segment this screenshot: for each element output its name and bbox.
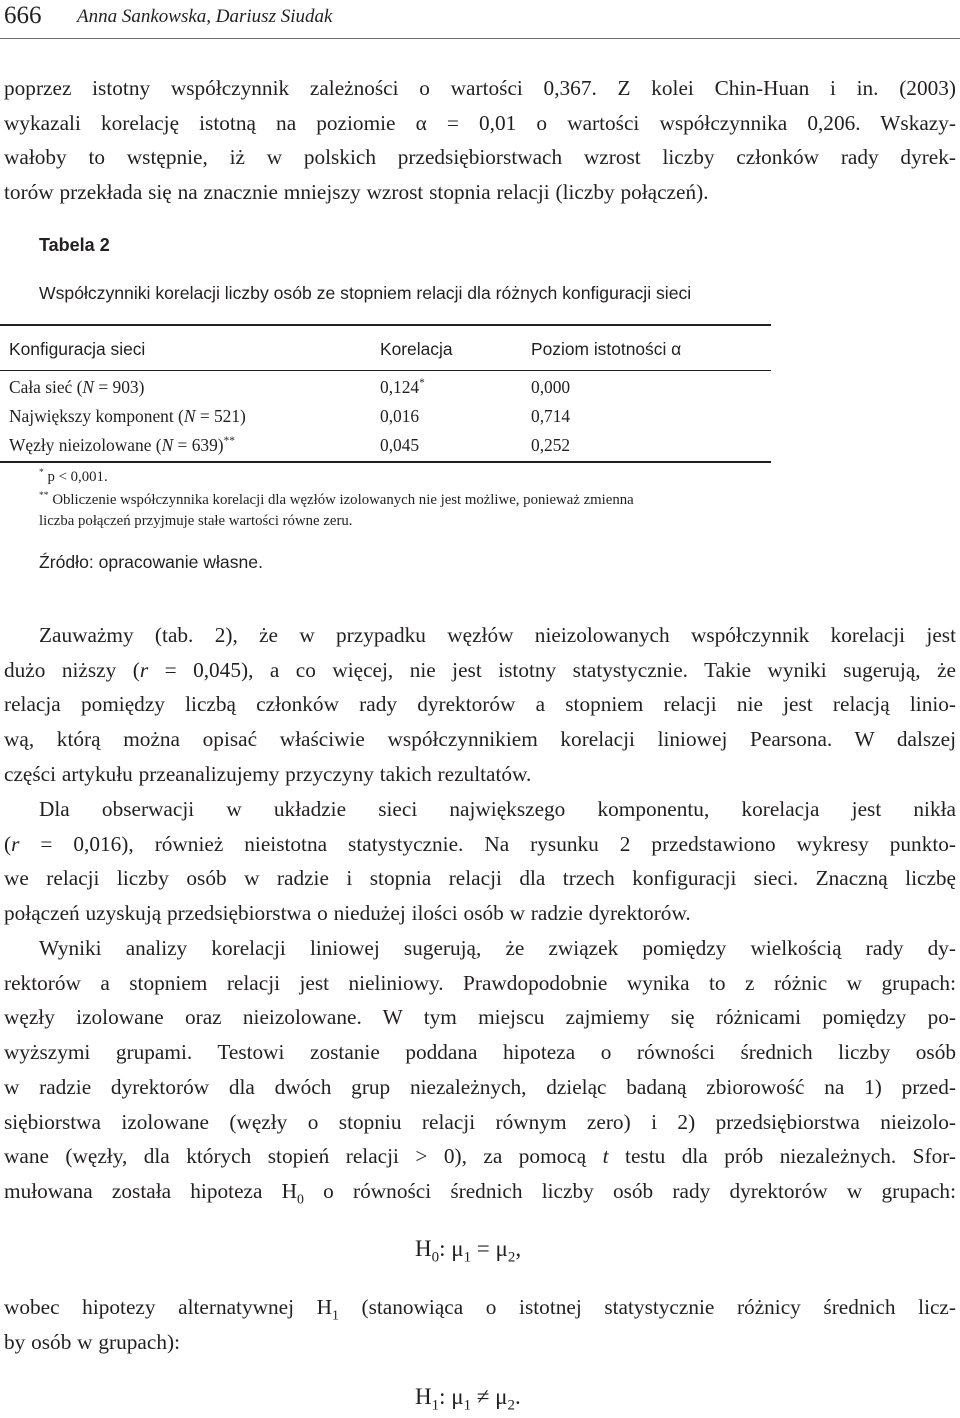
text-line: wobec hipotezy alternatywnej $H_1$ (stanowiąca o istotnej statystycznie różnicy średnich licz- (4, 1295, 956, 1323)
null-hypothesis-formula: $H_0$: $\mu_1 = \mu_2$, (415, 1236, 522, 1266)
text-line: Zauważmy (tab. 2), że w przypadku węzłów nieizolowanych współczynnik korelacji jest (39, 623, 956, 647)
table-footnote-2: ** Obliczenie współczynnika korelacji dla węzłów izolowanych nie jest możliwe, ponieważ zmienna (39, 490, 634, 508)
table-caption: Współczynniki korelacji liczby osób ze stopniem relacji dla różnych konfiguracji sieci (39, 283, 692, 303)
table-bottom-rule (0, 461, 771, 463)
text-line: Wyniki analizy korelacji liniowej sugerują, że związek pomiędzy wielkością rady dy- (39, 936, 956, 960)
text-line: części artykułu przeanalizujemy przyczyny takich rezultatów. (4, 761, 532, 786)
column-header-significance: Poziom istotności α (531, 339, 682, 359)
table-label: Tabela 2 (39, 235, 110, 255)
text-line: wałoby to wstępnie, iż w polskich przedsiębiorstwach wzrost liczby członków rady dyrek- (4, 145, 956, 170)
table-row-3-name: Węzły nieizolowane (N = 639)** (9, 435, 235, 455)
text-line: rektorów a stopniem relacji jest nieliniowy. Prawdopodobnie wynika to z różnic w grupach: (4, 970, 956, 995)
text-line: wą, którą można opisać właściwie współczynnikiem korelacji liniowej Pearsona. W dalszej (4, 727, 956, 752)
text-line: by osób w grupach): (4, 1329, 180, 1354)
text-line: (r = 0,016), również nieistotna statystycznie. Na rysunku 2 przedstawiono wykresy punkto- (4, 831, 956, 856)
running-head: Anna Sankowska, Dariusz Siudak (77, 6, 333, 27)
table-footnote-2-cont: liczba połączeń przyjmuje stałe wartości równe zeru. (39, 513, 353, 529)
table-row-3-significance: 0,252 (531, 435, 571, 455)
header-rule (0, 38, 960, 39)
table-header-rule (0, 370, 771, 371)
table-row-3-correlation: 0,045 (380, 435, 420, 455)
table-footnote-1: * p < 0,001. (39, 467, 108, 485)
table-row-1-name: Cała sieć (N = 903) (9, 377, 145, 397)
text-line: w radzie dyrektorów dla dwóch grup niezależnych, dzieląc badaną zbiorowość na 1) przed- (4, 1074, 956, 1099)
text-line: Dla obserwacji w układzie sieci największego komponentu, korelacja jest nikła (39, 797, 956, 821)
text-line: siębiorstwa izolowane (węzły o stopniu relacji równym zero) i 2) przedsiębiorstwa nieizolo- (4, 1109, 956, 1134)
table-row-2-significance: 0,714 (531, 406, 571, 426)
paragraph-2 (4, 792, 956, 931)
table-row-1-correlation: 0,124* (380, 377, 425, 397)
text-line: poprzez istotny współczynnik zależności o wartości 0,367. Z kolei Chin-Huan i in. (2003) (4, 76, 956, 100)
intro-paragraph (4, 71, 956, 210)
table-top-rule (0, 324, 771, 326)
text-line: we relacji liczby osób w radzie i stopnia relacji dla trzech konfiguracji sieci. Znaczną liczbę (4, 866, 956, 891)
text-line: torów przekłada się na znacznie mniejszy wzrost stopnia relacji (liczby połączeń). (4, 180, 709, 205)
column-header-correlation: Korelacja (380, 339, 453, 359)
text-line: mułowana została hipoteza $H_0$ o równości średnich liczby osób rady dyrektorów w grupach: (4, 1178, 956, 1207)
paragraph-3 (4, 931, 956, 1209)
alternative-hypothesis-formula: $H_1$: $\mu_1 \ne \mu_2$. (415, 1384, 521, 1414)
page-header (0, 0, 960, 40)
text-line: połączeń uzyskują przedsiębiorstwa o niedużej ilości osób w radzie dyrektorów. (4, 901, 691, 926)
table-row-2-correlation: 0,016 (380, 406, 420, 426)
table-source: Źródło: opracowanie własne. (39, 552, 263, 572)
table-row-1-significance: 0,000 (531, 377, 571, 397)
table-row-2-name: Największy komponent (N = 521) (9, 406, 246, 426)
text-line: węzły izolowane oraz nieizolowane. W tym miejscu zajmiemy się różnicami pomiędzy po- (4, 1005, 956, 1030)
text-line: wykazali korelację istotną na poziomie α = 0,01 o wartości współczynnika 0,206. Wskazy- (4, 110, 956, 135)
column-header-configuration: Konfiguracja sieci (9, 339, 146, 359)
text-line: wyższymi grupami. Testowi zostanie poddana hipoteza o równości średnich liczby osób (4, 1040, 956, 1065)
paragraph-1 (4, 618, 956, 792)
text-line: wane (węzły, dla których stopień relacji > 0), za pomocą t testu dla prób niezależnych. Sfor- (4, 1144, 956, 1169)
text-line: dużo niższy (r = 0,045), a co więcej, nie jest istotny statystycznie. Takie wyniki sugerują, że (4, 657, 956, 682)
paragraph-4 (4, 1290, 956, 1359)
page-number: 666 (4, 2, 42, 29)
text-line: relacja pomiędzy liczbą członków rady dyrektorów a stopniem relacji nie jest relacją linio- (4, 692, 956, 717)
